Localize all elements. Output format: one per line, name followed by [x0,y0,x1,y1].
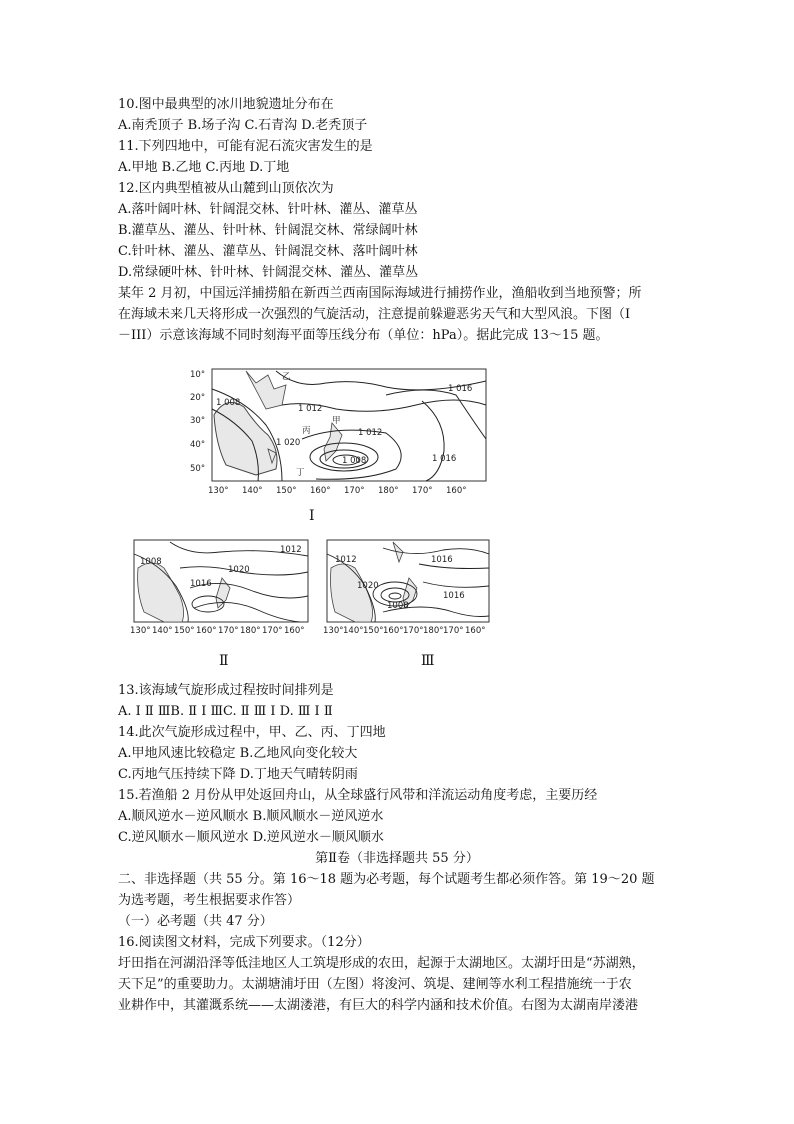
part-two-heading: 第Ⅱ卷（非选择题共 55 分） [315,851,479,866]
fig1-lat-label: 10° [190,370,206,380]
fig2-lon-label: 130° [130,626,151,636]
q10-options: A.南秃顶子 B.场子沟 C.石青沟 D.老秃顶子 [118,118,368,133]
fig2-lon-label: 170° [262,626,283,636]
part-two-instructions-1: 二、非选择题（共 55 分。第 16～18 题为必考题，每个试题考生都必须作答。第 19～20 题 [118,872,655,887]
q16-stem: 16.阅读图文材料，完成下列要求。（12分） [118,935,370,950]
fig2-isobar-value: 1012 [280,545,302,555]
place-mark-yi: 乙 [282,372,291,382]
q10-stem: 10.图中最典型的冰川地貌遗址分布在 [118,97,334,112]
fig1-isobar-value: 1 020 [276,438,301,448]
fig1-lon-label: 130° [208,486,229,496]
fig1-lon-label: 140° [242,486,263,496]
fig1-lat-label: 40° [190,440,206,450]
required-section-heading: （一）必考题（共 47 分） [118,914,273,929]
q15-options-ab: A.顺风逆水－逆风顺水 B.顺风顺水－逆风逆水 [118,809,384,824]
q16-material-line-3: 业耕作中，其灌溉系统——太湖溇港，有巨大的科学内涵和技术价值。右图为太湖南岸溇港 [118,998,639,1013]
fig2-lon-label: 170° [218,626,239,636]
q15-stem: 15.若渔船 2 月份从甲处返回舟山，从全球盛行风带和洋流运动角度考虑，主要历经 [118,788,598,803]
fig3-lon-label: 180° [423,626,444,636]
fig1-lat-label: 30° [190,416,206,426]
fig3-isobar-value: 1016 [431,555,453,565]
fig1-lon-label: 150° [276,486,297,496]
q11-stem: 11.下列四地中，可能有泥石流灾害发生的是 [118,139,373,154]
fig2-isobar-value: 1016 [190,579,212,589]
part-two-instructions-2: 为选考题，考生根据要求作答） [118,893,301,908]
fig3-lon-label: 160° [383,626,404,636]
figure-1-label: I [309,508,315,524]
fig1-lon-label: 170° [412,486,433,496]
place-mark-jia: 甲 [332,416,341,426]
intro-line-3: －III）示意该海域不同时刻海平面等压线分布（单位：hPa）。据此完成 13～15 题。 [118,328,609,343]
isobar-map-figure-3 [323,538,493,638]
fig2-isobar-value: 1008 [140,557,162,567]
q12-option-a: A.落叶阔叶林、针阔混交林、针叶林、灌丛、灌草丛 [118,202,418,217]
q12-stem: 12.区内典型植被从山麓到山顶依次为 [118,181,334,196]
fig3-isobar-value: 1008 [387,601,409,611]
q15-options-cd: C.逆风顺水－顺风逆水 D.逆风逆水－顺风顺水 [118,830,384,845]
fig3-lon-label: 140° [343,626,364,636]
fig1-lat-label: 50° [190,464,206,474]
q16-material-line-1: 圩田指在河湖沿泽等低洼地区人工筑堤形成的农田，起源于太湖地区。太湖圩田是“苏湖熟， [118,956,645,971]
q12-option-d: D.常绿硬叶林、针叶林、针阔混交林、灌丛、灌草丛 [118,265,419,280]
q13-options: A. Ⅰ Ⅱ ⅢB. Ⅱ Ⅰ ⅢC. Ⅱ Ⅲ Ⅰ D. Ⅲ Ⅰ Ⅱ [118,704,333,719]
intro-line-2: 在海域未来几天将形成一次强烈的气旋活动，注意提前躲避恶劣天气和大型风浪。下图（I [118,307,631,322]
q14-options-ab: A.甲地风速比较稳定 B.乙地风向变化较大 [118,746,358,761]
fig3-lon-label: 170° [403,626,424,636]
fig1-isobar-value: 1 008 [342,456,367,466]
fig1-isobar-value: 1 016 [448,384,473,394]
place-mark-bing: 丙 [302,426,311,436]
fig1-lon-label: 160° [310,486,331,496]
q14-stem: 14.此次气旋形成过程中，甲、乙、丙、丁四地 [118,725,386,740]
fig1-isobar-value: 1 012 [298,404,323,414]
fig3-lon-label: 160° [465,626,486,636]
fig1-isobar-value: 1 016 [432,454,457,464]
fig1-lon-label: 170° [344,486,365,496]
fig2-lon-label: 160° [284,626,305,636]
q12-option-b: B.灌草丛、灌丛、针叶林、针阔混交林、常绿阔叶林 [118,223,418,238]
q14-options-cd: C.丙地气压持续下降 D.丁地天气晴转阴雨 [118,767,358,782]
figure-3-label: Ⅲ [421,653,435,669]
isobar-map-figure-2 [130,538,310,638]
fig1-isobar-value: 1 008 [216,398,241,408]
fig2-lon-label: 150° [174,626,195,636]
fig3-isobar-value: 1012 [335,555,357,565]
fig1-lat-label: 20° [190,393,206,403]
fig1-lon-label: 180° [378,486,399,496]
fig1-isobar-value: 1 012 [358,428,383,438]
fig2-lon-label: 160° [196,626,217,636]
fig3-lon-label: 130° [323,626,344,636]
fig3-lon-label: 150° [363,626,384,636]
fig3-isobar-value: 1016 [443,591,465,601]
figure-2-label: Ⅱ [219,653,229,669]
isobar-map-figure-1 [186,365,490,497]
fig1-lon-label: 160° [446,486,467,496]
fig3-lon-label: 170° [443,626,464,636]
q11-options: A.甲地 B.乙地 C.丙地 D.丁地 [118,160,290,175]
q13-stem: 13.该海域气旋形成过程按时间排列是 [118,683,334,698]
q16-material-line-2: 天下足”的重要助力。太湖塘浦圩田（左图）将浚河、筑堤、建闸等水利工程措施统一于农 [118,977,632,992]
place-mark-ding: 丁 [296,468,305,478]
fig3-isobar-value: 1020 [357,581,379,591]
fig2-isobar-value: 1020 [228,565,250,575]
fig2-lon-label: 140° [152,626,173,636]
fig2-lon-label: 180° [240,626,261,636]
q12-option-c: C.针叶林、灌丛、灌草丛、针阔混交林、落叶阔叶林 [118,244,418,259]
intro-line-1: 某年 2 月初，中国远洋捕捞船在新西兰西南国际海域进行捕捞作业，渔船收到当地预警；所 [118,286,642,301]
